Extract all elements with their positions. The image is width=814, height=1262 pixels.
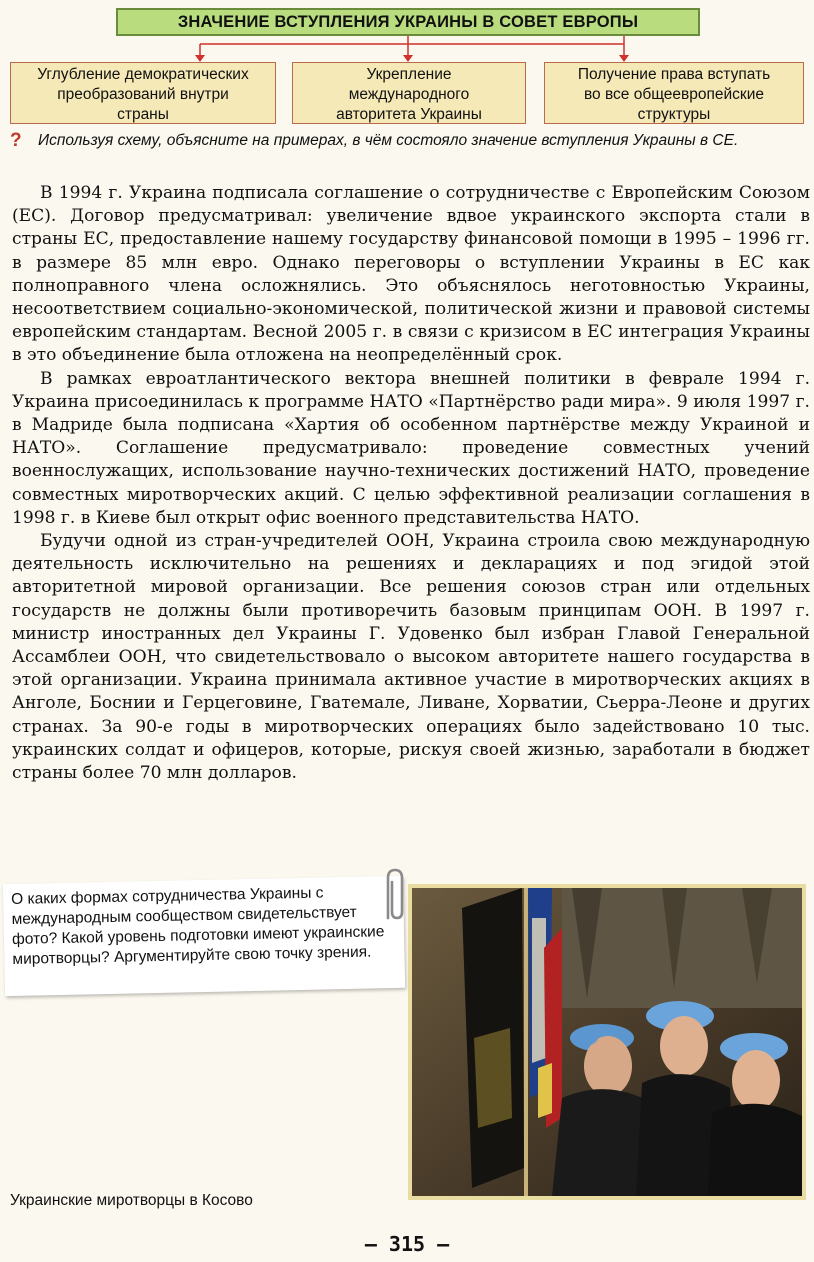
- scheme-box-line: преобразований внутри: [57, 86, 229, 103]
- scheme-question: [8, 131, 808, 151]
- question-text: Используя схему, объясните на примерах, в чём состояло значение вступления Украины в СЕ.: [38, 132, 739, 149]
- scheme-box-line: авторитета Украины: [336, 106, 482, 123]
- peacekeepers-photo: [408, 884, 806, 1200]
- scheme-title: ЗНАЧЕНИЕ ВСТУПЛЕНИЯ УКРАИНЫ В СОВЕТ ЕВРОПЫ: [116, 8, 700, 36]
- question-mark-icon: ?: [10, 130, 22, 151]
- photo-caption: Украинские миротворцы в Косово: [10, 1192, 253, 1209]
- paragraph-un: Будучи одной из стран-учредителей ООН, Украина строила свою международную деятельность исключительно на решениях и декларациях и под эгидой этой авторитетной мировой организации. Все решения союзов стран или отдельных государств не должны были противоречить базовым принципам ООН. В 1997 г. министр иностранных дел Украины Г. Удовенко был избран Главой Генеральной Ассамблеи ООН, что свидетельствовало о высоком авторитете нашего государства в этой организации. Украина принимала активное участие в миротворческих акциях в Анголе, Боснии и Герцеговине, Гватемале, Ливане, Хорватии, Сьерра-Леоне и других странах. За 90-е годы в миротворческих операциях было задействовано 10 тыс. украинских солдат и офицеров, которые, рискуя своей жизнью, заработали в бюджет страны более 70 млн долларов.: [12, 531, 810, 784]
- page-number: — 315 —: [364, 1232, 450, 1256]
- scheme-connector-arrows: [0, 36, 814, 64]
- scheme-box-line: во все общеевропейские: [583, 86, 764, 103]
- scheme-box-line: страны: [117, 106, 169, 123]
- paragraph-eu: В 1994 г. Украина подписала соглашение о сотрудничестве с Европейским Союзом (ЕС). Договор предусматривал: увеличение вдвое украинского экспорта стали в страны ЕС, предоставление нашему государству финансовой помощи в 1995 – 1996 гг. в размере 85 млн евро. Однако переговоры о вступлении Украины в ЕС как полноправного члена осложнялись. Это объяснялось неготовностью Украины, несоответствием социально-экономической, политической жизни и правовой системы европейским стандартам. Весной 2005 г. в связи с кризисом в ЕС интеграция Украины в это объединение была отложена на неопределённый срок.: [12, 183, 810, 366]
- photo-question-card: О каких формах сотрудничества Украины с международным сообществом свидетельствует фото? Какой уровень подготовки имеют украинские миротворцы? Аргументируйте свою точку зрения.: [3, 876, 405, 996]
- scheme-box-line: Углубление демократических: [37, 66, 249, 83]
- scheme-box-line: Получение права вступать: [577, 66, 771, 83]
- photo-illustration: [412, 888, 802, 1196]
- paperclip-icon: [378, 866, 412, 926]
- main-text: [12, 182, 810, 785]
- paragraph-nato: В рамках евроатлантического вектора внешней политики в феврале 1994 г. Украина присоединилась к программе НАТО «Партнёрство ради мира». 9 июля 1997 г. в Мадриде была подписана «Хартия об особенном партнёрстве между Украиной и НАТО». Соглашение предусматривало: проведение совместных учений военнослужащих, использование научно-технических достижений НАТО, проведение совместных миротворческих акций. С целью эффективной реализации соглашения в 1998 г. в Киеве был открыт офис военного представительства НАТО.: [12, 368, 810, 528]
- scheme-box-line: структуры: [637, 106, 711, 123]
- scheme-box-democratic-reforms: [10, 62, 276, 124]
- scheme-box-line: международного: [348, 86, 470, 103]
- scheme-box-line: Укрепление: [366, 66, 452, 83]
- scheme-box-european-structures: [544, 62, 804, 124]
- scheme-box-international-authority: [292, 62, 526, 124]
